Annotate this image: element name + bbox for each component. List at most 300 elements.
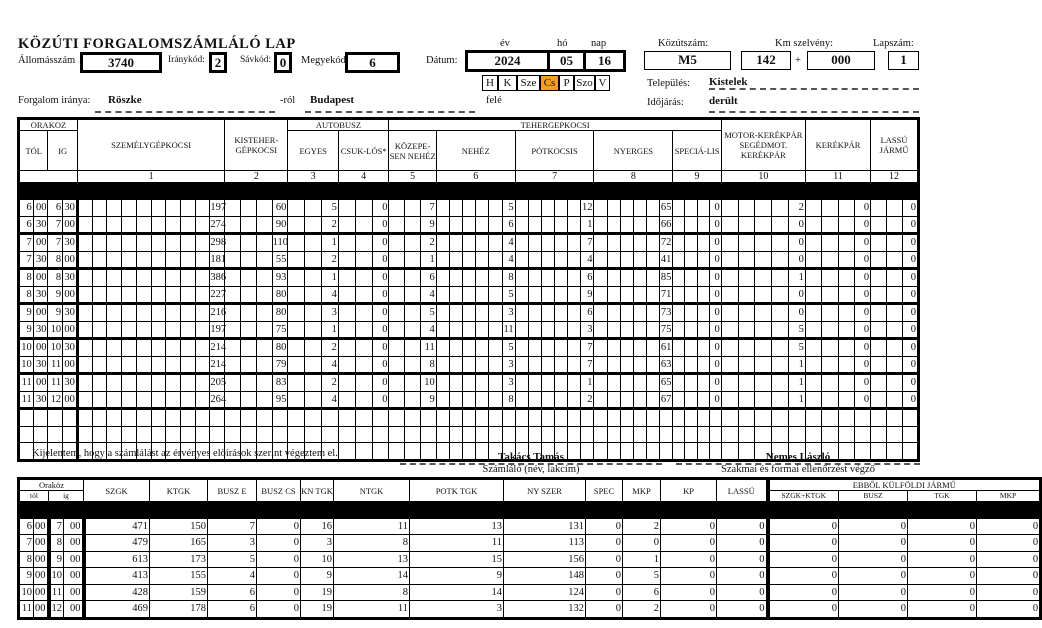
count-cell-col-9[interactable]: 0 bbox=[709, 251, 721, 269]
tally-cell[interactable] bbox=[195, 251, 210, 269]
count-cell-col-6[interactable]: 3 bbox=[502, 356, 515, 374]
tally-cell[interactable] bbox=[463, 269, 476, 287]
empty-cell[interactable] bbox=[421, 426, 437, 443]
count-cell-col-7[interactable]: 6 bbox=[581, 269, 594, 287]
empty-cell[interactable] bbox=[647, 409, 660, 427]
tally-cell[interactable] bbox=[225, 339, 241, 357]
tally-cell[interactable] bbox=[288, 216, 305, 234]
from-minute[interactable]: 30 bbox=[33, 216, 48, 234]
summary-cell[interactable]: 0 bbox=[977, 535, 1041, 552]
tally-cell[interactable] bbox=[476, 216, 489, 234]
tally-cell[interactable] bbox=[225, 374, 241, 392]
empty-cell[interactable] bbox=[210, 426, 225, 443]
count-cell-col-10[interactable]: 2 bbox=[789, 200, 806, 217]
tally-cell[interactable] bbox=[805, 251, 821, 269]
tally-cell[interactable] bbox=[122, 339, 137, 357]
tally-cell[interactable] bbox=[436, 269, 449, 287]
tally-cell[interactable] bbox=[256, 286, 272, 304]
tally-cell[interactable] bbox=[738, 356, 755, 374]
tally-cell[interactable] bbox=[685, 356, 697, 374]
tally-cell[interactable] bbox=[647, 286, 660, 304]
tally-cell[interactable] bbox=[805, 269, 821, 287]
tally-cell[interactable] bbox=[166, 356, 181, 374]
tally-cell[interactable] bbox=[886, 304, 902, 322]
tally-cell[interactable] bbox=[772, 286, 789, 304]
tally-cell[interactable] bbox=[180, 216, 195, 234]
count-cell-col-11[interactable]: 0 bbox=[854, 391, 870, 409]
count-cell-col-11[interactable]: 0 bbox=[854, 374, 870, 392]
tally-cell[interactable] bbox=[555, 216, 568, 234]
summary-cell[interactable]: 6 bbox=[208, 601, 257, 619]
count-cell-col-6[interactable]: 8 bbox=[502, 269, 515, 287]
tally-cell[interactable] bbox=[389, 356, 405, 374]
tally-cell[interactable] bbox=[77, 251, 92, 269]
from-minute[interactable]: 00 bbox=[34, 601, 49, 619]
to-minute[interactable]: 30 bbox=[63, 269, 78, 287]
summary-cell[interactable]: 0 bbox=[908, 568, 977, 585]
tally-cell[interactable] bbox=[871, 234, 887, 252]
tally-cell[interactable] bbox=[288, 356, 305, 374]
tally-cell[interactable] bbox=[633, 286, 646, 304]
summary-cell[interactable]: 8 bbox=[334, 584, 410, 601]
tally-cell[interactable] bbox=[838, 269, 854, 287]
tally-cell[interactable] bbox=[476, 234, 489, 252]
tally-cell[interactable] bbox=[241, 391, 257, 409]
from-hour[interactable]: 9 bbox=[19, 321, 34, 339]
tally-cell[interactable] bbox=[338, 391, 355, 409]
empty-cell[interactable] bbox=[19, 409, 34, 427]
tally-cell[interactable] bbox=[180, 391, 195, 409]
weekday-h[interactable]: H bbox=[482, 75, 498, 91]
empty-cell[interactable] bbox=[541, 409, 554, 427]
tally-cell[interactable] bbox=[288, 234, 305, 252]
tally-cell[interactable] bbox=[620, 339, 633, 357]
tally-cell[interactable] bbox=[528, 374, 541, 392]
tally-cell[interactable] bbox=[685, 216, 697, 234]
tally-cell[interactable] bbox=[647, 251, 660, 269]
tally-cell[interactable] bbox=[405, 321, 421, 339]
empty-cell[interactable] bbox=[476, 426, 489, 443]
tally-cell[interactable] bbox=[338, 234, 355, 252]
from-minute[interactable]: 00 bbox=[33, 200, 48, 217]
tally-cell[interactable] bbox=[449, 286, 462, 304]
tally-cell[interactable] bbox=[241, 304, 257, 322]
tally-cell[interactable] bbox=[607, 251, 620, 269]
tally-cell[interactable] bbox=[594, 356, 607, 374]
count-cell-col-8[interactable]: 73 bbox=[660, 304, 673, 322]
from-hour[interactable]: 6 bbox=[19, 200, 34, 217]
tally-cell[interactable] bbox=[871, 321, 887, 339]
empty-cell[interactable] bbox=[122, 409, 137, 427]
tally-cell[interactable] bbox=[528, 269, 541, 287]
tally-cell[interactable] bbox=[594, 391, 607, 409]
tally-cell[interactable] bbox=[620, 200, 633, 217]
empty-cell[interactable] bbox=[568, 409, 581, 427]
tally-cell[interactable] bbox=[180, 321, 195, 339]
tally-cell[interactable] bbox=[476, 200, 489, 217]
tally-cell[interactable] bbox=[755, 251, 772, 269]
tally-cell[interactable] bbox=[568, 269, 581, 287]
tally-cell[interactable] bbox=[180, 339, 195, 357]
tally-cell[interactable] bbox=[449, 321, 462, 339]
tally-cell[interactable] bbox=[871, 216, 887, 234]
tally-cell[interactable] bbox=[136, 200, 151, 217]
tally-cell[interactable] bbox=[541, 269, 554, 287]
count-cell-col-7[interactable]: 3 bbox=[581, 321, 594, 339]
tally-cell[interactable] bbox=[822, 304, 838, 322]
tally-cell[interactable] bbox=[755, 234, 772, 252]
tally-cell[interactable] bbox=[305, 234, 322, 252]
tally-cell[interactable] bbox=[697, 321, 709, 339]
tally-cell[interactable] bbox=[92, 321, 107, 339]
tally-cell[interactable] bbox=[305, 391, 322, 409]
tally-cell[interactable] bbox=[805, 321, 821, 339]
from-hour[interactable]: 11 bbox=[19, 374, 34, 392]
tally-cell[interactable] bbox=[568, 339, 581, 357]
tally-cell[interactable] bbox=[436, 304, 449, 322]
count-cell-col-6[interactable]: 3 bbox=[502, 374, 515, 392]
tally-cell[interactable] bbox=[77, 391, 92, 409]
empty-cell[interactable] bbox=[647, 426, 660, 443]
summary-cell[interactable]: 0 bbox=[839, 601, 908, 619]
tally-cell[interactable] bbox=[515, 269, 528, 287]
count-cell-col-1[interactable]: 181 bbox=[210, 251, 225, 269]
tally-cell[interactable] bbox=[822, 200, 838, 217]
tally-cell[interactable] bbox=[180, 374, 195, 392]
summary-cell[interactable]: 6 bbox=[208, 584, 257, 601]
tally-cell[interactable] bbox=[685, 286, 697, 304]
empty-cell[interactable] bbox=[180, 409, 195, 427]
tally-cell[interactable] bbox=[136, 339, 151, 357]
empty-cell[interactable] bbox=[405, 409, 421, 427]
from-minute[interactable]: 30 bbox=[33, 356, 48, 374]
empty-cell[interactable] bbox=[541, 426, 554, 443]
tally-cell[interactable] bbox=[225, 321, 241, 339]
tally-cell[interactable] bbox=[528, 286, 541, 304]
count-cell-col-7[interactable]: 1 bbox=[581, 216, 594, 234]
tally-cell[interactable] bbox=[738, 339, 755, 357]
tally-cell[interactable] bbox=[92, 269, 107, 287]
road-field[interactable]: M5 bbox=[644, 51, 731, 70]
tally-cell[interactable] bbox=[288, 251, 305, 269]
to-hour[interactable]: 9 bbox=[49, 551, 64, 568]
tally-cell[interactable] bbox=[107, 234, 122, 252]
lane-code-field[interactable]: 0 bbox=[274, 52, 292, 73]
tally-cell[interactable] bbox=[92, 356, 107, 374]
count-cell-col-10[interactable]: 1 bbox=[789, 374, 806, 392]
tally-cell[interactable] bbox=[195, 374, 210, 392]
tally-cell[interactable] bbox=[772, 321, 789, 339]
count-cell-col-2[interactable]: 80 bbox=[272, 339, 288, 357]
from-minute[interactable]: 00 bbox=[34, 584, 49, 601]
tally-cell[interactable] bbox=[541, 286, 554, 304]
from-minute[interactable]: 00 bbox=[33, 374, 48, 392]
tally-cell[interactable] bbox=[541, 251, 554, 269]
tally-cell[interactable] bbox=[755, 286, 772, 304]
tally-cell[interactable] bbox=[594, 321, 607, 339]
tally-cell[interactable] bbox=[92, 216, 107, 234]
summary-cell[interactable]: 0 bbox=[257, 584, 301, 601]
to-hour[interactable]: 9 bbox=[48, 286, 63, 304]
tally-cell[interactable] bbox=[772, 356, 789, 374]
summary-cell[interactable]: 0 bbox=[586, 535, 623, 552]
tally-cell[interactable] bbox=[77, 356, 92, 374]
tally-cell[interactable] bbox=[256, 251, 272, 269]
to-hour[interactable]: 7 bbox=[48, 216, 63, 234]
tally-cell[interactable] bbox=[107, 304, 122, 322]
tally-cell[interactable] bbox=[77, 374, 92, 392]
to-minute[interactable]: 30 bbox=[63, 234, 78, 252]
summary-cell[interactable]: 0 bbox=[977, 551, 1041, 568]
count-cell-col-12[interactable]: 0 bbox=[902, 391, 918, 409]
tally-cell[interactable] bbox=[838, 374, 854, 392]
count-cell-col-9[interactable]: 0 bbox=[709, 339, 721, 357]
tally-cell[interactable] bbox=[305, 216, 322, 234]
empty-cell[interactable] bbox=[48, 426, 63, 443]
tally-cell[interactable] bbox=[355, 234, 372, 252]
empty-cell[interactable] bbox=[107, 426, 122, 443]
count-cell-col-10[interactable]: 1 bbox=[789, 391, 806, 409]
count-cell-col-9[interactable]: 0 bbox=[709, 391, 721, 409]
tally-cell[interactable] bbox=[288, 304, 305, 322]
tally-cell[interactable] bbox=[92, 200, 107, 217]
empty-cell[interactable] bbox=[166, 409, 181, 427]
count-cell-col-8[interactable]: 66 bbox=[660, 216, 673, 234]
to-minute[interactable]: 00 bbox=[63, 251, 78, 269]
empty-cell[interactable] bbox=[633, 426, 646, 443]
tally-cell[interactable] bbox=[633, 200, 646, 217]
tally-cell[interactable] bbox=[489, 216, 502, 234]
empty-cell[interactable] bbox=[195, 409, 210, 427]
tally-cell[interactable] bbox=[449, 269, 462, 287]
count-cell-col-8[interactable]: 41 bbox=[660, 251, 673, 269]
tally-cell[interactable] bbox=[305, 251, 322, 269]
tally-cell[interactable] bbox=[871, 286, 887, 304]
tally-cell[interactable] bbox=[436, 200, 449, 217]
to-minute[interactable]: 00 bbox=[64, 584, 84, 601]
from-minute[interactable]: 00 bbox=[34, 518, 49, 535]
empty-cell[interactable] bbox=[355, 443, 372, 461]
tally-cell[interactable] bbox=[647, 216, 660, 234]
count-cell-col-6[interactable]: 3 bbox=[502, 304, 515, 322]
count-cell-col-4[interactable]: 0 bbox=[372, 200, 389, 217]
tally-cell[interactable] bbox=[288, 339, 305, 357]
summary-cell[interactable]: 0 bbox=[257, 518, 301, 535]
to-hour[interactable]: 8 bbox=[48, 251, 63, 269]
tally-cell[interactable] bbox=[338, 321, 355, 339]
to-hour[interactable]: 10 bbox=[48, 339, 63, 357]
tally-cell[interactable] bbox=[405, 200, 421, 217]
empty-cell[interactable] bbox=[449, 426, 462, 443]
tally-cell[interactable] bbox=[405, 374, 421, 392]
count-cell-col-12[interactable]: 0 bbox=[902, 216, 918, 234]
to-hour[interactable]: 10 bbox=[48, 321, 63, 339]
tally-cell[interactable] bbox=[871, 374, 887, 392]
empty-cell[interactable] bbox=[805, 426, 821, 443]
tally-cell[interactable] bbox=[886, 391, 902, 409]
tally-cell[interactable] bbox=[620, 321, 633, 339]
summary-cell[interactable]: 471 bbox=[84, 518, 150, 535]
from-hour[interactable]: 6 bbox=[19, 518, 34, 535]
count-cell-col-1[interactable]: 197 bbox=[210, 321, 225, 339]
count-cell-col-3[interactable]: 1 bbox=[322, 234, 339, 252]
count-cell-col-11[interactable]: 0 bbox=[854, 304, 870, 322]
tally-cell[interactable] bbox=[338, 200, 355, 217]
tally-cell[interactable] bbox=[389, 251, 405, 269]
tally-cell[interactable] bbox=[594, 269, 607, 287]
tally-cell[interactable] bbox=[405, 251, 421, 269]
to-hour[interactable]: 12 bbox=[49, 601, 64, 619]
tally-cell[interactable] bbox=[594, 216, 607, 234]
count-cell-col-5[interactable]: 9 bbox=[421, 391, 437, 409]
weekday-k[interactable]: K bbox=[498, 75, 517, 91]
tally-cell[interactable] bbox=[594, 304, 607, 322]
empty-cell[interactable] bbox=[886, 409, 902, 427]
tally-cell[interactable] bbox=[107, 374, 122, 392]
weekday-cs[interactable]: Cs bbox=[540, 75, 559, 91]
summary-cell[interactable]: 0 bbox=[717, 601, 768, 619]
month-field[interactable]: 05 bbox=[547, 50, 586, 72]
count-cell-col-1[interactable]: 274 bbox=[210, 216, 225, 234]
count-cell-col-3[interactable]: 4 bbox=[322, 356, 339, 374]
tally-cell[interactable] bbox=[568, 216, 581, 234]
empty-cell[interactable] bbox=[288, 409, 305, 427]
tally-cell[interactable] bbox=[697, 391, 709, 409]
tally-cell[interactable] bbox=[338, 374, 355, 392]
tally-cell[interactable] bbox=[555, 200, 568, 217]
from-minute[interactable]: 00 bbox=[34, 535, 49, 552]
empty-cell[interactable] bbox=[633, 409, 646, 427]
count-cell-col-11[interactable]: 0 bbox=[854, 339, 870, 357]
tally-cell[interactable] bbox=[489, 391, 502, 409]
tally-cell[interactable] bbox=[673, 286, 685, 304]
count-cell-col-9[interactable]: 0 bbox=[709, 321, 721, 339]
tally-cell[interactable] bbox=[225, 251, 241, 269]
tally-cell[interactable] bbox=[195, 356, 210, 374]
tally-cell[interactable] bbox=[389, 234, 405, 252]
empty-cell[interactable] bbox=[322, 426, 339, 443]
tally-cell[interactable] bbox=[515, 251, 528, 269]
tally-cell[interactable] bbox=[122, 304, 137, 322]
summary-cell[interactable]: 0 bbox=[977, 601, 1041, 619]
summary-cell[interactable]: 14 bbox=[410, 584, 504, 601]
summary-cell[interactable]: 0 bbox=[257, 601, 301, 619]
empty-cell[interactable] bbox=[660, 409, 673, 427]
tally-cell[interactable] bbox=[673, 339, 685, 357]
tally-cell[interactable] bbox=[463, 286, 476, 304]
count-cell-col-8[interactable]: 67 bbox=[660, 391, 673, 409]
tally-cell[interactable] bbox=[886, 234, 902, 252]
count-cell-col-8[interactable]: 65 bbox=[660, 374, 673, 392]
summary-cell[interactable]: 1 bbox=[623, 551, 661, 568]
count-cell-col-9[interactable]: 0 bbox=[709, 200, 721, 217]
tally-cell[interactable] bbox=[305, 374, 322, 392]
tally-cell[interactable] bbox=[772, 200, 789, 217]
tally-cell[interactable] bbox=[195, 286, 210, 304]
empty-cell[interactable] bbox=[241, 426, 257, 443]
empty-cell[interactable] bbox=[256, 409, 272, 427]
tally-cell[interactable] bbox=[755, 304, 772, 322]
tally-cell[interactable] bbox=[195, 269, 210, 287]
empty-cell[interactable] bbox=[738, 426, 755, 443]
summary-cell[interactable]: 0 bbox=[661, 535, 717, 552]
count-cell-col-1[interactable]: 227 bbox=[210, 286, 225, 304]
empty-cell[interactable] bbox=[568, 426, 581, 443]
to-minute[interactable]: 00 bbox=[63, 356, 78, 374]
tally-cell[interactable] bbox=[647, 234, 660, 252]
tally-cell[interactable] bbox=[822, 374, 838, 392]
from-minute[interactable]: 00 bbox=[33, 234, 48, 252]
tally-cell[interactable] bbox=[594, 374, 607, 392]
tally-cell[interactable] bbox=[92, 286, 107, 304]
count-cell-col-7[interactable]: 6 bbox=[581, 304, 594, 322]
tally-cell[interactable] bbox=[77, 234, 92, 252]
tally-cell[interactable] bbox=[389, 286, 405, 304]
tally-cell[interactable] bbox=[256, 356, 272, 374]
tally-cell[interactable] bbox=[528, 356, 541, 374]
summary-cell[interactable]: 0 bbox=[257, 535, 301, 552]
tally-cell[interactable] bbox=[151, 391, 166, 409]
count-cell-col-10[interactable]: 0 bbox=[789, 216, 806, 234]
county-code-field[interactable]: 6 bbox=[345, 52, 400, 73]
summary-cell[interactable]: 0 bbox=[977, 568, 1041, 585]
tally-cell[interactable] bbox=[871, 200, 887, 217]
empty-cell[interactable] bbox=[620, 426, 633, 443]
empty-cell[interactable] bbox=[241, 409, 257, 427]
empty-cell[interactable] bbox=[789, 409, 806, 427]
count-cell-col-1[interactable]: 298 bbox=[210, 234, 225, 252]
empty-cell[interactable] bbox=[272, 409, 288, 427]
count-cell-col-3[interactable]: 4 bbox=[322, 286, 339, 304]
tally-cell[interactable] bbox=[151, 200, 166, 217]
tally-cell[interactable] bbox=[721, 286, 738, 304]
tally-cell[interactable] bbox=[180, 356, 195, 374]
tally-cell[interactable] bbox=[822, 269, 838, 287]
count-cell-col-3[interactable]: 2 bbox=[322, 374, 339, 392]
tally-cell[interactable] bbox=[673, 304, 685, 322]
tally-cell[interactable] bbox=[77, 304, 92, 322]
tally-cell[interactable] bbox=[389, 339, 405, 357]
empty-cell[interactable] bbox=[489, 409, 502, 427]
empty-cell[interactable] bbox=[594, 426, 607, 443]
tally-cell[interactable] bbox=[405, 216, 421, 234]
tally-cell[interactable] bbox=[822, 356, 838, 374]
tally-cell[interactable] bbox=[805, 304, 821, 322]
tally-cell[interactable] bbox=[489, 339, 502, 357]
summary-cell[interactable]: 0 bbox=[717, 568, 768, 585]
from-hour[interactable]: 8 bbox=[19, 286, 34, 304]
tally-cell[interactable] bbox=[256, 391, 272, 409]
count-cell-col-5[interactable]: 6 bbox=[421, 269, 437, 287]
tally-cell[interactable] bbox=[568, 304, 581, 322]
empty-cell[interactable] bbox=[63, 426, 78, 443]
tally-cell[interactable] bbox=[107, 251, 122, 269]
count-cell-col-3[interactable]: 2 bbox=[322, 251, 339, 269]
empty-cell[interactable] bbox=[555, 409, 568, 427]
to-minute[interactable]: 00 bbox=[64, 551, 84, 568]
summary-cell[interactable]: 159 bbox=[150, 584, 208, 601]
tally-cell[interactable] bbox=[489, 234, 502, 252]
page-field[interactable]: 1 bbox=[888, 51, 919, 70]
settlement-field[interactable]: Kistelek bbox=[709, 76, 919, 90]
count-cell-col-4[interactable]: 0 bbox=[372, 374, 389, 392]
count-cell-col-3[interactable]: 4 bbox=[322, 391, 339, 409]
count-cell-col-2[interactable]: 79 bbox=[272, 356, 288, 374]
empty-cell[interactable] bbox=[338, 443, 355, 461]
summary-cell[interactable]: 5 bbox=[623, 568, 661, 585]
tally-cell[interactable] bbox=[568, 391, 581, 409]
empty-cell[interactable] bbox=[822, 426, 838, 443]
